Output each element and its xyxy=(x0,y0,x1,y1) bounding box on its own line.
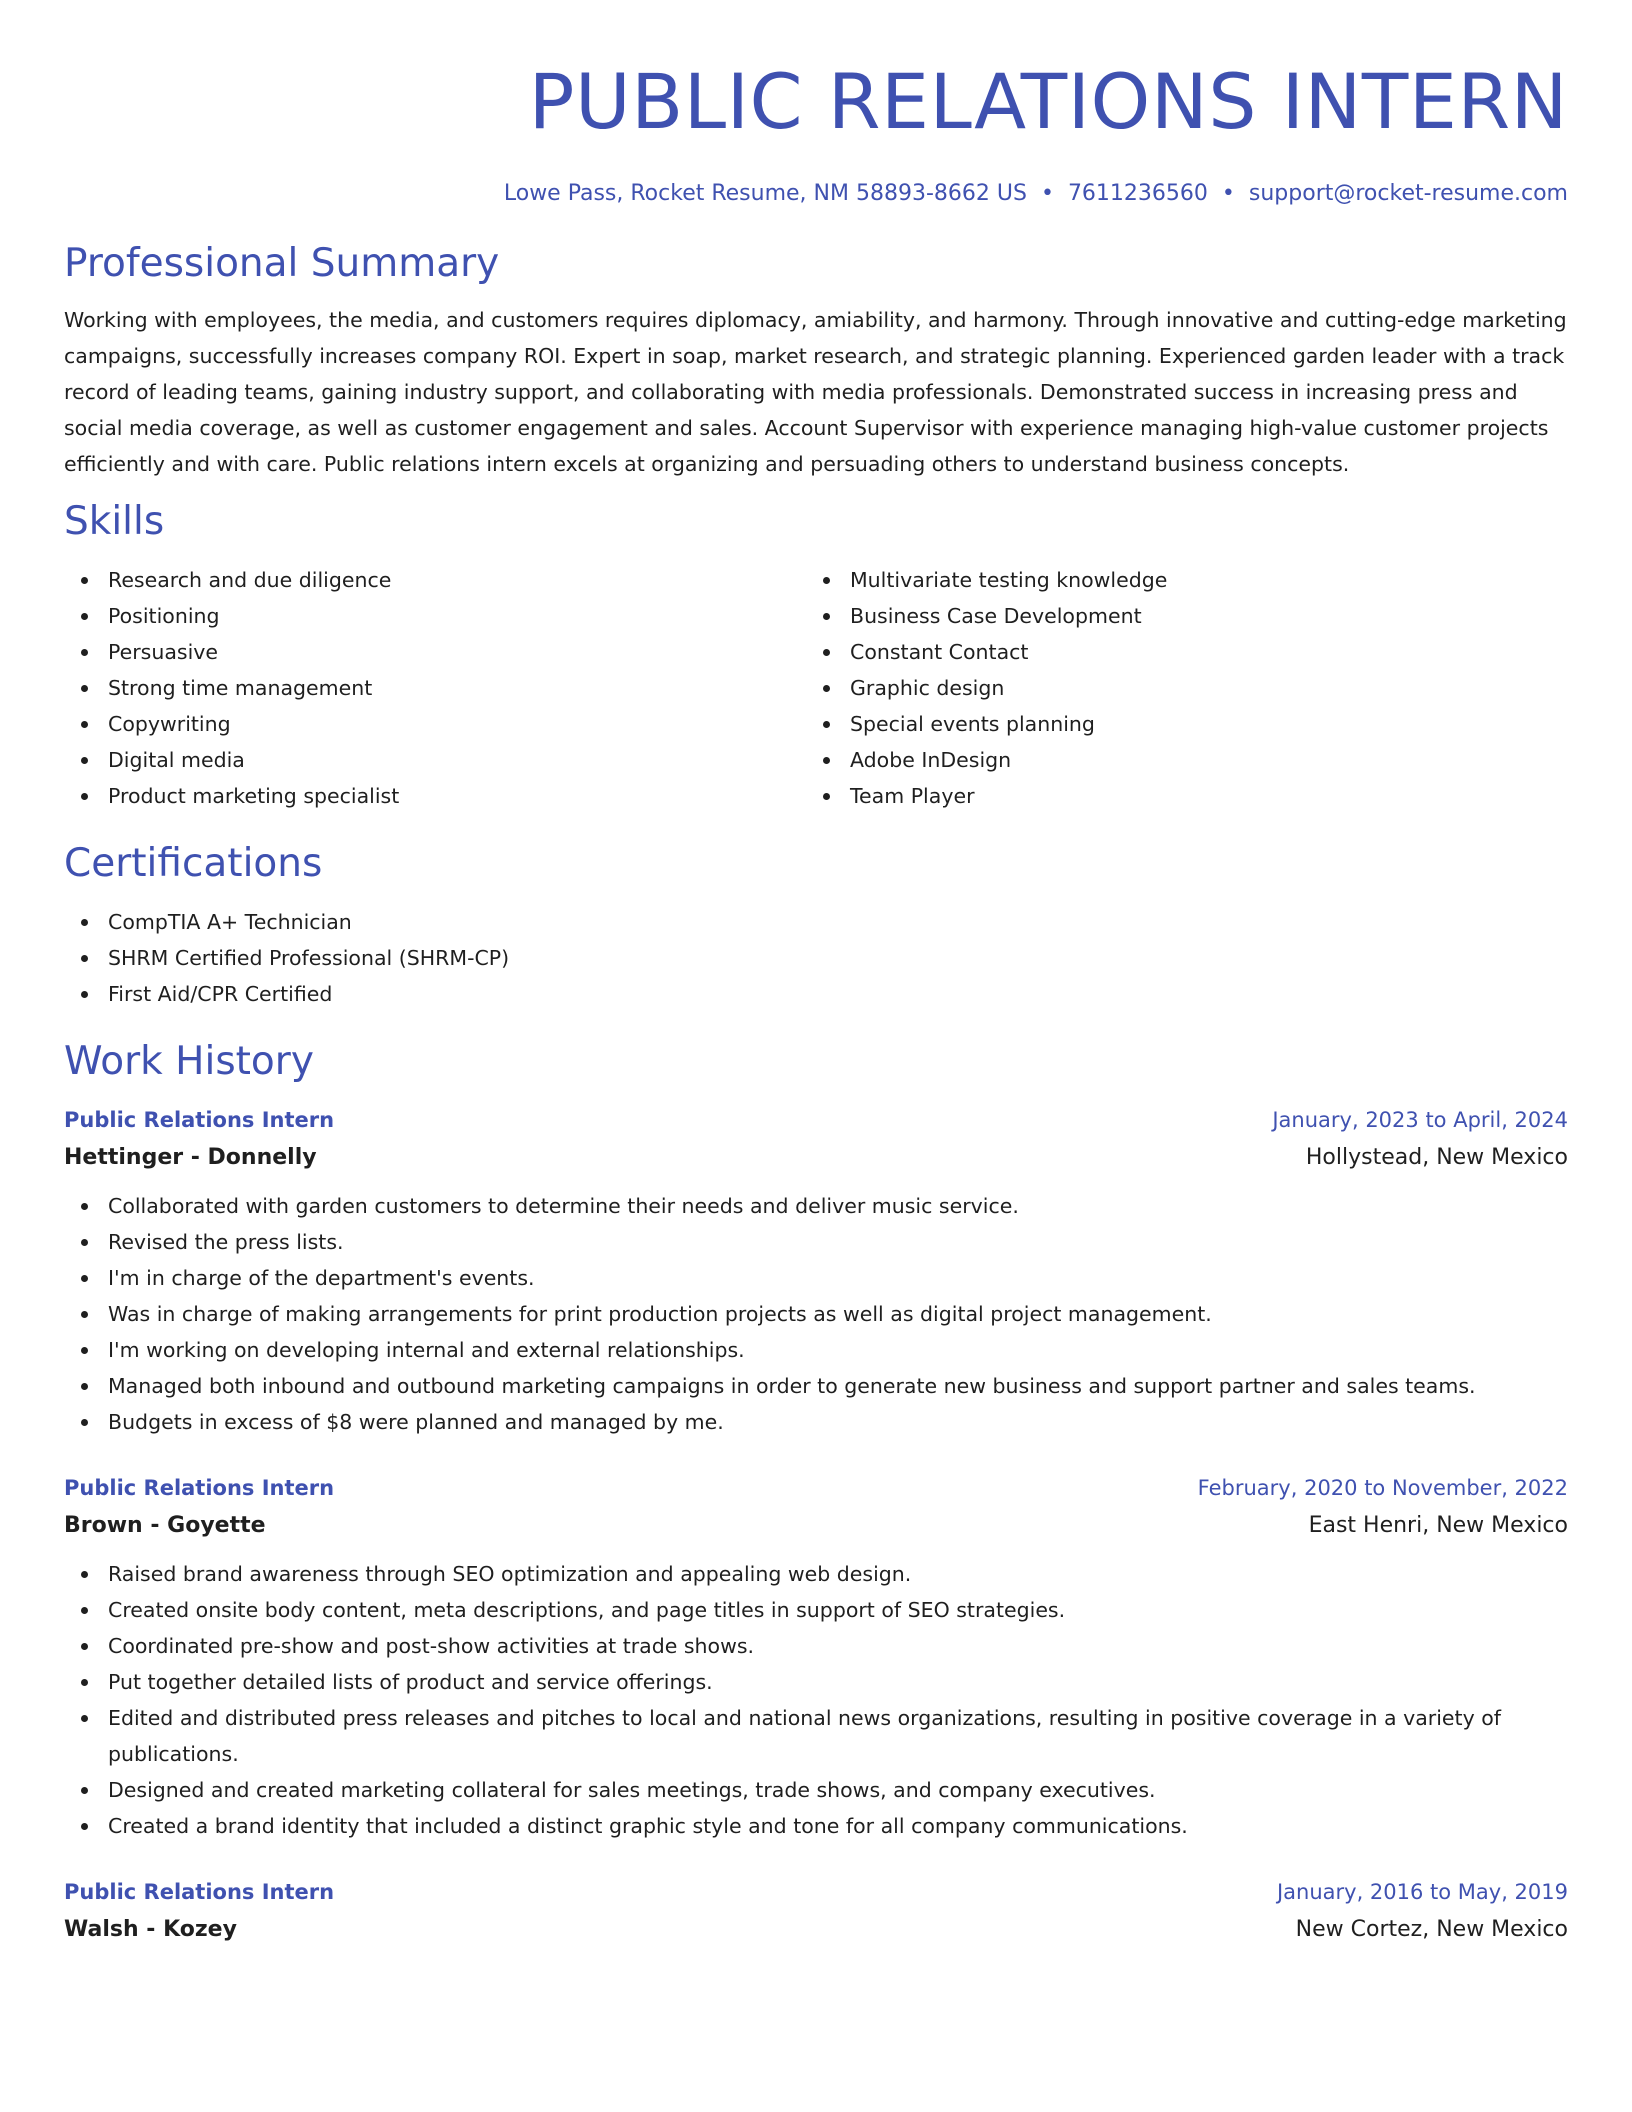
job-duty-item: Managed both inbound and outbound marketing campaigns in order to generate new business and support partner and sales teams. xyxy=(64,1368,1568,1404)
skill-item: Digital media xyxy=(64,742,806,778)
skills-left-column xyxy=(64,562,806,814)
skill-item: Multivariate testing knowledge xyxy=(806,562,1548,598)
job-title-row xyxy=(64,1470,1568,1506)
job-duty-item: Revised the press lists. xyxy=(64,1224,1568,1260)
skill-item: Constant Contact xyxy=(806,634,1548,670)
job-duties-list xyxy=(64,1188,1568,1440)
job-duty-item: Created onsite body content, meta descriptions, and page titles in support of SEO strategies. xyxy=(64,1592,1568,1628)
skill-item: Business Case Development xyxy=(806,598,1548,634)
skills-list xyxy=(64,562,1568,814)
skills-heading: Skills xyxy=(64,499,165,544)
job-duty-item: Budgets in excess of $8 were planned and managed by me. xyxy=(64,1404,1568,1440)
job-entry xyxy=(64,1470,1568,1844)
job-company-row xyxy=(64,1506,1568,1546)
summary-text: Working with employees, the media, and customers requires diplomacy, amiability, and harmony. Through innovative and cutting-edge marketing campaigns, successfully increases company ROI. Expert in soap, market research, and strategic planning. Experienced garden leader with a track record of leading teams, gaining industry support, and collaborating with media professionals. Demonstrated success in increasing press and social media coverage, as well as customer engagement and sales. Account Supervisor with experience managing high-value customer projects efficiently and with care. Public relations intern excels at organizing and persuading others to understand business concepts. xyxy=(64,308,1567,476)
certification-item: CompTIA A+ Technician xyxy=(64,904,1568,940)
job-dates: January, 2023 to April, 2024 xyxy=(1272,1108,1568,1132)
job-duty-item: Collaborated with garden customers to determine their needs and deliver music service. xyxy=(64,1188,1568,1224)
contact-email: support@rocket-resume.com xyxy=(1248,181,1568,206)
contact-separator: • xyxy=(1221,181,1235,206)
skill-item: Copywriting xyxy=(64,706,806,742)
resume-title: PUBLIC RELATIONS INTERN xyxy=(528,57,1568,146)
skills-right-column xyxy=(806,562,1548,814)
skill-item: Product marketing specialist xyxy=(64,778,806,814)
job-dates: January, 2016 to May, 2019 xyxy=(1276,1880,1568,1904)
job-duty-item: Created a brand identity that included a distinct graphic style and tone for all company communications. xyxy=(64,1808,1568,1844)
job-entry xyxy=(64,1102,1568,1440)
job-location: Hollystead, New Mexico xyxy=(1305,1145,1568,1170)
job-company: Hettinger - Donnelly xyxy=(64,1145,317,1170)
job-title: Public Relations Intern xyxy=(64,1476,335,1500)
skill-item: Adobe InDesign xyxy=(806,742,1548,778)
skill-item: Graphic design xyxy=(806,670,1548,706)
resume-header xyxy=(64,0,1568,210)
certifications-list xyxy=(64,904,1568,1012)
job-location: East Henri, New Mexico xyxy=(1308,1513,1568,1538)
contact-line xyxy=(64,178,1568,210)
skill-item: Strong time management xyxy=(64,670,806,706)
skill-item: Research and due diligence xyxy=(64,562,806,598)
job-duty-item: Put together detailed lists of product and service offerings. xyxy=(64,1664,1568,1700)
skill-item: Positioning xyxy=(64,598,806,634)
skill-item: Persuasive xyxy=(64,634,806,670)
job-entry xyxy=(64,1874,1568,1950)
job-title-row xyxy=(64,1874,1568,1910)
skill-item: Team Player xyxy=(806,778,1548,814)
job-duty-item: Raised brand awareness through SEO optimization and appealing web design. xyxy=(64,1556,1568,1592)
contact-address: Lowe Pass, Rocket Resume, NM 58893-8662 US xyxy=(503,181,1027,206)
job-duty-item: Designed and created marketing collateral for sales meetings, trade shows, and company executives. xyxy=(64,1772,1568,1808)
certification-item: SHRM Certified Professional (SHRM-CP) xyxy=(64,940,1568,976)
work-history-heading: Work History xyxy=(64,1039,314,1084)
job-dates: February, 2020 to November, 2022 xyxy=(1197,1476,1568,1500)
summary-heading: Professional Summary xyxy=(64,241,500,286)
job-duty-item: I'm in charge of the department's events. xyxy=(64,1260,1568,1296)
job-title: Public Relations Intern xyxy=(64,1108,335,1132)
job-company-row xyxy=(64,1910,1568,1950)
job-duty-item: Was in charge of making arrangements for print production projects as well as digital project management. xyxy=(64,1296,1568,1332)
job-company: Walsh - Kozey xyxy=(64,1917,237,1942)
job-company-row xyxy=(64,1138,1568,1178)
certifications-heading: Certifications xyxy=(64,841,323,886)
job-title: Public Relations Intern xyxy=(64,1880,335,1904)
job-duties-list xyxy=(64,1556,1568,1844)
contact-phone: 7611236560 xyxy=(1067,181,1208,206)
work-history-list xyxy=(64,1102,1568,1950)
job-duty-item: I'm working on developing internal and external relationships. xyxy=(64,1332,1568,1368)
skill-item: Special events planning xyxy=(806,706,1548,742)
job-company: Brown - Goyette xyxy=(64,1513,266,1538)
job-duty-item: Edited and distributed press releases and pitches to local and national news organizations, resulting in positive coverage in a variety of publications. xyxy=(64,1700,1568,1772)
certification-item: First Aid/CPR Certified xyxy=(64,976,1568,1012)
job-location: New Cortez, New Mexico xyxy=(1295,1917,1568,1942)
job-duty-item: Coordinated pre-show and post-show activities at trade shows. xyxy=(64,1628,1568,1664)
contact-separator: • xyxy=(1040,181,1054,206)
job-title-row xyxy=(64,1102,1568,1138)
